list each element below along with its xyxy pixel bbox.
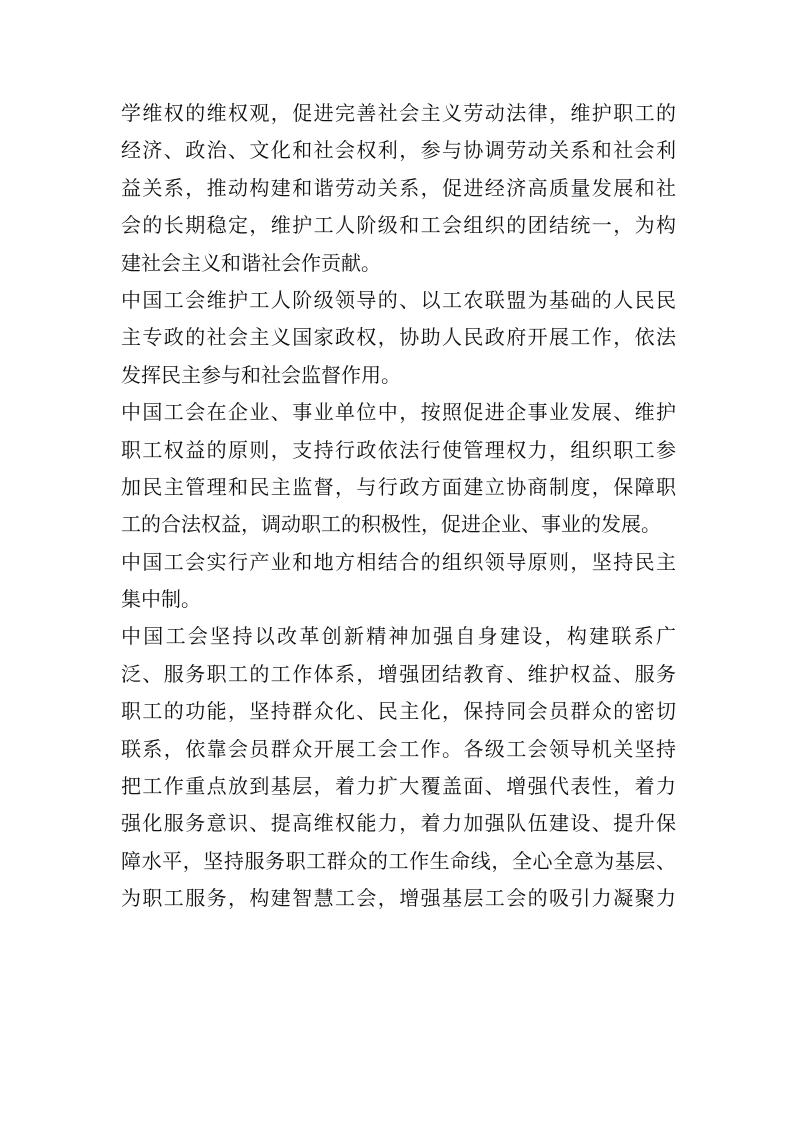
text-line: 学维权的维权观，促进完善社会主义劳动法律，维护职工的 xyxy=(121,101,676,125)
text-line: 中国工会在企业、事业单位中，按照促进企事业发展、维护 xyxy=(121,400,676,425)
text-line: 中国工会坚持以改革创新精神加强自身建设，构建联系广 xyxy=(121,624,676,649)
text-line: 把工作重点放到基层，着力扩大覆盖面、增强代表性，着力 xyxy=(121,774,676,799)
text-line: 会的长期稳定，维护工人阶级和工会组织的团结统一，为构 xyxy=(121,213,676,238)
text-line: 建社会主义和谐社会作贡献。 xyxy=(121,250,381,275)
text-line: 工的合法权益，调动职工的积极性，促进企业、事业的发展。 xyxy=(121,512,661,537)
text-line: 强化服务意识、提高维权能力，着力加强队伍建设、提升保 xyxy=(121,811,676,836)
document-body xyxy=(121,95,676,918)
text-line: 中国工会维护工人阶级领导的、以工农联盟为基础的人民民 xyxy=(121,287,676,312)
text-line: 职工的功能，坚持群众化、民主化，保持同会员群众的密切 xyxy=(121,699,676,724)
text-line: 经济、政治、文化和社会权利，参与协调劳动关系和社会利 xyxy=(121,138,676,163)
text-line: 益关系，推动构建和谐劳动关系，促进经济高质量发展和社 xyxy=(121,175,676,200)
text-line: 主专政的社会主义国家政权，协助人民政府开展工作，依法 xyxy=(121,325,676,350)
text-line: 联系，依靠会员群众开展工会工作。各级工会领导机关坚持 xyxy=(121,736,676,761)
text-line: 发挥民主参与和社会监督作用。 xyxy=(121,362,401,387)
text-line: 职工权益的原则，支持行政依法行使管理权力，组织职工参 xyxy=(121,437,676,462)
text-line: 泛、服务职工的工作体系，增强团结教育、维护权益、服务 xyxy=(121,661,676,686)
text-line: 中国工会实行产业和地方相结合的组织领导原则，坚持民主 xyxy=(121,549,676,574)
text-line: 加民主管理和民主监督，与行政方面建立协商制度，保障职 xyxy=(121,474,676,499)
text-line: 为职工服务，构建智慧工会，增强基层工会的吸引力凝聚力 xyxy=(121,886,676,911)
text-line: 集中制。 xyxy=(121,587,201,612)
text-line: 障水平，坚持服务职工群众的工作生命线，全心全意为基层、 xyxy=(121,848,676,873)
